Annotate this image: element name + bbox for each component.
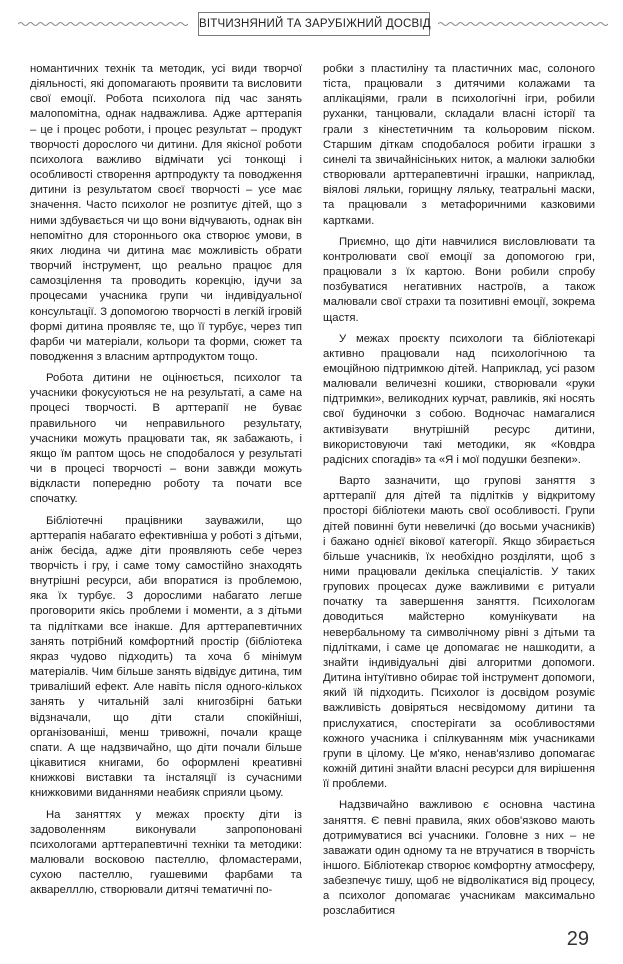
left-column xyxy=(30,62,302,922)
paragraph: У межах проєкту психологи та бібліотекарі активно працювали над психологічною та емоційною підтримкою дітей. Наприклад, усі разом малювали величезні кошики, створювали «руки підтримки», великодних курчат, равликів, які носять свої будиночки з собою. Водночас намагалися активізувати внутрішній ресурс дитини, використовуючи такі методики, як «Ковдра радісних спогадів» та «Я і мої подушки безпеки». xyxy=(323,332,595,466)
paragraph: Надзвичайно важливою є основна частина заняття. Є певні правила, яких обов'язково мають дотримуватися всі учасники. Головне з них – не заважати один одному та не втручатися в творчість іншого. Бібліотекар створює комфортну атмосферу, забезпечує тишу, щоб не відволікатися від процесу, а психолог допомагає учасникам максимально розслабитися xyxy=(323,799,595,918)
paragraph: Варто зазначити, що групові заняття з арттерапії для дітей та підлітків у відкритому просторі бібліотеки мають свої особливості. Групи дітей повинні бути невеличкі (до восьми учасників) і бажано однієї вікової категорії. Якщо збирається більше учасників, їх необхідно розділяти, щоб з ними працювали декілька спеціалістів. У таких групових процесах дуже важливими є ритуали початку та завершення заняття. Психологам доводиться майстерно комунікувати на невербальному та символічному рівні з дітьми та підлітками, і саме це допомагає не нашкодити, а знайти індивідуальні діві алгоритми допомоги. Дитина інтуїтивно обирає той інструмент допомоги, який їй підходить. Психолог із досвідом розуміє важливість довіряться несвідомому дитини та прислухатися, спостерігати за особливостями кожного учасника і спілкуванням між учасниками групи в цілому. Це м'яко, ненав'язливо допомагає кожній дитині знайти власні ресурси для вирішення її проблеми. xyxy=(323,475,595,791)
article-body xyxy=(30,62,595,922)
paragraph: Робота дитини не оцінюється, психолог та учасники фокусуються не на результаті, а саме на процесі творчості. В арттерапії не буває правильного чи неправильного результату, учасники можуть працювати так, як забажають, і якщо їм раптом щось не сподобалося у результаті чи в процесі творчості – вони завжди можуть відкласти попередню роботу та почати все спочатку. xyxy=(30,372,302,506)
header-wave-ornament-left xyxy=(18,21,188,27)
right-column xyxy=(323,62,595,922)
paragraph: номантичних технік та методик, усі види творчої діяльності, які допомагають проявити та висловити свої емоції. Робота психолога під час занять малопомітна, однак надважлива. Адже арттерапія – це і процес роботи, і процес результат – продукт творчості дорослого чи дитини. Для якісної роботи психолога важливо відмічати усі тонкощі і особливості створення артпродукту та поводження дитини із результатом своєї творчості – усе має значення. Часто психолог не розпитує дітей, що з ними здбувається чи що вони відчувають, однак він непомітно для стороннього ока створює умови, в яких людина чи дитина має можливість обрати творчий інструмент, що реально працює для самозцілення та проводить корекцію, ідучи за процесами учасника групи чи індивідуальної консультації. З допомогою творчості в легкій ігровій формі дитина проявляє те, що її турбує, через тип фарби чи матеріали, кольори та форми, сюжет та поводження з власним артпродуктом тощо. xyxy=(30,63,302,363)
paragraph: Бібліотечні працівники зауважили, що арттерапія набагато ефективніша у роботі з дітьми, аніж бесіда, адже діти проявляють себе через творчість і гру, і саме тому самостійно знаходять внутрішні ресурси, аби впоратися із проблемою, яка їх турбує. З дорослими набагато легше проговорити якісь проблеми і моменти, а з дітьми та підлітками все інакше. Для арттерапевтичних занять потрібний комфортний простір (бібліотека якраз чудово підходить) та хоча б мінімум матеріалів. Чим більше занять відвідує дитина, тим триваліший ефект. Але навіть після одного-кількох занять у читальній залі книгозбірні батьки відзначали, що діти стали спокійніші, організованіші, менш тривожні, почали краще спати. А ще надзвичайно, що діти почали більше цікавитися книгами, бо оформлені креативні книжкові виставки та інсталяції із сучасними книжковими виданнями неабияк сприяли цьому. xyxy=(30,514,302,800)
header-wave-ornament-right xyxy=(438,21,608,27)
paragraph: Приємно, що діти навчилися висловлювати та контролювати свої емоції за допомогою гри, працювали з їх картою. Вони робили спробу позбуватися негативних настроїв, а також малювали свої страхи та позитивні емоції, зокрема щастя. xyxy=(323,235,595,324)
running-header xyxy=(10,10,613,44)
section-title: ВІТЧИЗНЯНИЙ ТА ЗАРУБІЖНИЙ ДОСВІД xyxy=(198,12,430,36)
paragraph: На заняттях у межах проєкту діти із задоволенням виконували запропоновані психологами арттерапевтичні техніки та методики: малювали восковою пастеллю, фломастерами, сухою пастеллю, гуашевими фарбами та акварелллю, створювали дитячі тематичні по- xyxy=(30,808,302,897)
page-number: 29 xyxy=(566,928,589,950)
paragraph: робки з пластиліну та пластичних мас, солоного тіста, працювали з дитячими колажами та аплікаціями, грали в психологічні ігри, робили руханки, танцювали, складали власні історії та грали з кінестетичним та кольоровим піском. Старшим діткам сподобалося робити іграшки з синелі та звичайнісіньких ниток, а малюки залюбки створювали арттерапевтичні іграшки, наприклад, віялові ляльки, горищну ляльку, театральні маски, та працювали з метафоричними казковими картками. xyxy=(323,63,595,227)
